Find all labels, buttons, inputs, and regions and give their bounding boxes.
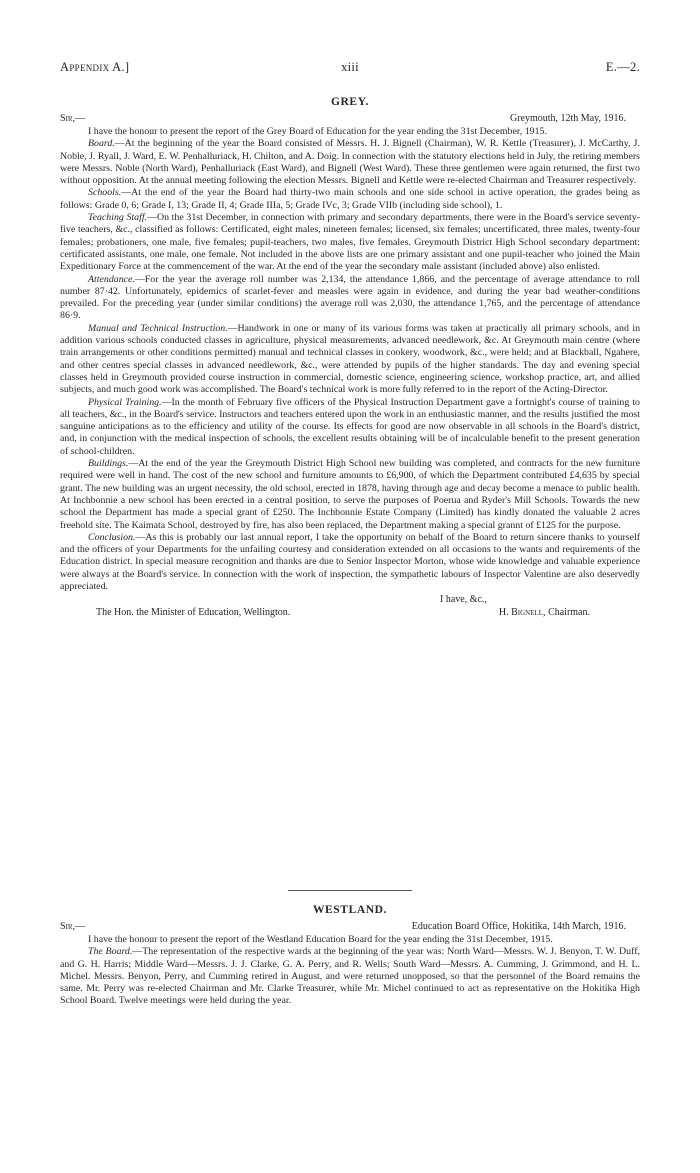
westland-salutation-line [60, 920, 640, 934]
paragraph-heading: The Board. [88, 946, 133, 958]
westland-report [60, 904, 640, 1008]
paragraph-text: For the year the average roll number was 2,134, the attendance 1,866, and the percentage of average attendance to roll number 87·42. Unfortunately, epidemics of scarlet-fever and measles were again in evidence, and during the year bad weather-conditions prevailed. For the preceding year (under similar conditions) the average roll was 2,030, the attendance 1,765, and the percentage of attendance 86·9. [60, 273, 640, 322]
paragraph-text: As this is probably our last annual report, I take the opportunity on behalf of the Board to return sincere thanks to yourself and the officers of your Departments for the unfailing courtesy and consideration extended on all occasions to the wants and requirements of the Education district. In special measure recognition and thanks are due to Senior Inspector Morton, whose wide knowledge and valuable experience were always at the Board's service. In connection with the work of inspection, the sympathetic labours of Inspector Valentine are also deservedly appreciated. [60, 531, 640, 592]
paragraph-heading: Attendance. [88, 273, 135, 285]
paragraph-text: Handwork in one or many of its various forms was taken at practically all primary schools, and in addition various schools conducted classes in agriculture, physical measurements, advanced needlework, &c. At Greymouth main centre (where train arrangements or other conditions permitted) manual and technical classes in cookery, woodwork, &c., were held; and at Blackball, Ngahere, and other centres special classes in advanced needlework, &c., were attended by pupils of the higher standards. The day and evening special classes held in Greymouth provided course instruction in commercial, domestic science, engineering science, workshop practice, art, and allied subjects, and much good work was accomplished. The Board's technical work is more fully referred to in the report of the Acting-Director. [60, 322, 641, 396]
header-appendix: Appendix A.] [60, 60, 130, 74]
westland-salutation: Sir,— [60, 921, 86, 932]
grey-salutation-line [60, 112, 640, 126]
grey-paragraph-buildings: Buildings.—At the end of the year the Greymouth District High School new building was completed, and contracts for the new furniture required were well in hand. The cost of the new school and furniture amounts to £6,900, of which the Department contributed £4,635 by special grant. The new building was an urgent necessity, the old school, erected in 1878, having through age and decay become a menace to public health. At Inchbonnie a new school has been erected in a central position, to serve the purposes of Poerua and Ryder's Mill Schools. Towards the new school the Department has made a special grant of £250. The Inchbonnie Estate Company (Limited) has kindly donated the valuable 2 acres freehold site. The Kaimata School, destroyed by fire, has also been replaced, the Department making a special grannt of £125 for the purpose. [60, 458, 640, 531]
paragraph-text: At the end of the year the Board had thirty-two main schools and one side school in active operation, the grades being as follows: Grade 0, 6; Grade I, 13; Grade II, 4; Grade IIIa, 5; Grade IVc, 3; Grade VIIb (including side school), 1. [60, 187, 640, 211]
westland-title: WESTLAND. [312, 904, 388, 916]
westland-body [60, 934, 640, 1008]
grey-closing-phrase: I have, &c., [440, 594, 487, 606]
grey-place-date: Greymouth, 12th May, 1916. [509, 113, 626, 124]
running-header [60, 60, 640, 78]
paragraph-heading: Board. [88, 138, 115, 150]
paragraph-heading: Buildings. [88, 458, 129, 470]
section-divider [288, 890, 412, 891]
grey-paragraph-board: Board.—At the beginning of the year the Board consisted of Messrs. H. J. Bignell (Chairman), W. R. Kettle (Treasurer), J. McCarthy, J. Noble, J. Ryall, J. Ward, E. W. Penhalluriack, H. Chilton, and A. Doig. In connection with the statutory elections held in July, the retiring members were Messrs. Noble (North Ward), Penhalluriack (East Ward), and Bignell (West Ward). These three gentlemen were again returned, the first two without opposition. At the annual meeting following the election Messrs. Bignell and Kettle were re-elected Chairman and Treasurer respectively. [60, 138, 640, 187]
grey-paragraph-schools: Schools.—At the end of the year the Board had thirty-two main schools and one side school in active operation, the grades being as follows: Grade 0, 6; Grade I, 13; Grade II, 4; Grade IIIa, 5; Grade IVc, 3; Grade VIIb (including side school), 1. [60, 187, 640, 211]
westland-paragraph-board: The Board.—The representation of the respective wards at the beginning of the year was: North Ward—Messrs. W. J. Benyon, T. W. Duff, and G. H. Harris; Middle Ward—Messrs. J. J. Clarke, G. A. Perry, and R. Wells; South Ward—Messrs. A. Cumming, J. Grimmond, and H. L. Michel. Messrs. Benyon, Perry, and Cumming retired in August, and were returned unopposed, so that the personnel of the Board remains the same. Mr. Perry was re-elected Chairman and Mr. Clarke Treasurer, while Mr. Michel continued to act as representative on the Hokitika High School Board. Twelve meetings were held during the year. [60, 946, 640, 1007]
grey-paragraph-conclusion: Conclusion.—As this is probably our last annual report, I take the opportunity on behalf of the Board to return sincere thanks to yourself and the officers of your Departments for the unfailing courtesy and consideration extended on all occasions to the wants and requirements of the Education district. In special measure recognition and thanks are due to Senior Inspector Morton, whose wide knowledge and valuable experience were always at the Board's service. In connection with the work of inspection, the sympathetic labours of Inspector Valentine are also deservedly appreciated. [60, 531, 640, 592]
paragraph-heading: Manual and Technical Instruction. [88, 322, 228, 334]
paragraph-heading: Teaching Staff. [88, 212, 148, 224]
grey-recipient: The Hon. the Minister of Education, Wellington. [96, 607, 291, 619]
header-page-number: xiii [341, 60, 359, 74]
grey-signature-name: H. Bignell, [498, 607, 546, 619]
grey-paragraph-teaching-staff: Teaching Staff.—On the 31st December, in connection with primary and secondary departments, there were in the Board's service seventy-five teachers, &c., classified as follows: Certificated, eight males, nineteen females; licensed, six females; uncertificated, three males, twenty-four females; probationers, one male, five females; pupil-teachers, two males, five females. Greymouth District High School secondary department: certificated assistants, one male, one female. Not included in the above lists are one primary assistant and one pupil-teacher who joined the Main Expeditionary Force at the commencement of the war. At the end of the year the secondary male assistant (included above) also enlisted. [60, 212, 640, 273]
paragraph-text: On the 31st December, in connection with primary and secondary departments, there were in the Board's service seventy-five teachers, &c., classified as follows: Certificated, eight males, nineteen females; licensed, six females; uncertificated, three males, twenty-four females; probationers, one male, five females; pupil-teachers, two males, five females. Greymouth District High School secondary department: certificated assistants, one male, one female. Not included in the above lists are one primary assistant and one pupil-teacher who joined the Main Expeditionary Force at the commencement of the war. At the end of the year the secondary male assistant (included above) also enlisted. [60, 212, 640, 273]
paragraph-text: In the month of February five officers of the Physical Instruction Department gave a fortnight's course of training to all teachers, &c., in the Board's service. Instructors and teachers entered upon the work in an enthusiastic manner, and the results justified the most sanguine anticipations as to the efficiency and utility of the course. Its effects for good are now observable in all schools in the Board's district, and, in conjunction with the medical inspection of schools, the excellent results obtaining will be of incalculable benefit to the present generation of school-children. [60, 396, 640, 457]
header-reference: E.—2. [605, 60, 640, 74]
paragraph-text: At the beginning of the year the Board consisted of Messrs. H. J. Bignell (Chairman), W. R. Kettle (Treasurer), J. McCarthy, J. Noble, J. Ryall, J. Ward, E. W. Penhalluriack, H. Chilton, and A. Doig. In connection with the statutory elections held in July, the retiring members were Messrs. Noble (North Ward), Penhalluriack (East Ward), and Bignell (West Ward). These three gentlemen were again returned, the first two without opposition. At the annual meeting following the election Messrs. Bignell and Kettle were re-elected Chairman and Treasurer respectively. [60, 138, 640, 187]
grey-salutation: Sir,— [60, 113, 86, 124]
paragraph-heading: Schools. [88, 187, 122, 199]
grey-signature-role: Chairman. [548, 607, 590, 619]
westland-intro: I have the honour to present the report of the Westland Education Board for the year ending the 31st December, 1915. [88, 934, 553, 945]
grey-closing [60, 593, 640, 619]
grey-paragraph-attendance: Attendance.—For the year the average roll number was 2,134, the attendance 1,866, and the percentage of average attendance to roll number 87·42. Unfortunately, epidemics of scarlet-fever and measles were again in evidence, and during the year bad weather-conditions prevailed. For the preceding year (under similar conditions) the average roll was 2,030, the attendance 1,765, and the percentage of attendance 86·9. [60, 273, 640, 322]
paragraph-text: The representation of the respective wards at the beginning of the year was: North Ward—Messrs. W. J. Benyon, T. W. Duff, and G. H. Harris; Middle Ward—Messrs. J. J. Clarke, G. A. Perry, and R. Wells; South Ward—Messrs. A. Cumming, J. Grimmond, and H. L. Michel. Messrs. Benyon, Perry, and Cumming retired in August, and were returned unopposed, so that the personnel of the Board remains the same. Mr. Perry was re-elected Chairman and Mr. Clarke Treasurer, while Mr. Michel continued to act as representative on the Hokitika High School Board. Twelve meetings were held during the year. [60, 946, 640, 1007]
paragraph-heading: Conclusion. [88, 531, 136, 543]
grey-report [60, 96, 640, 619]
grey-title: GREY. [330, 96, 370, 108]
grey-intro: I have the honour to present the report of the Grey Board of Education for the year ending the 31st December, 1915. [88, 126, 547, 137]
paragraph-text: At the end of the year the Greymouth District High School new building was completed, and contracts for the new furniture required were well in hand. The cost of the new school and furniture amounts to £6,900, of which the Department contributed £4,635 by special grant. The new building was an urgent necessity, the old school, erected in 1878, having through age and decay become a menace to public health. At Inchbonnie a new school has been erected in a central position, to serve the purposes of Poerua and Ryder's Mill Schools. Towards the new school the Department has made a special grant of £250. The Inchbonnie Estate Company (Limited) has kindly donated the valuable 2 acres freehold site. The Kaimata School, destroyed by fire, has also been replaced, the Department making a special grannt of £125 for the purpose. [60, 458, 640, 531]
westland-place-date: Education Board Office, Hokitika, 14th March, 1916. [411, 921, 626, 932]
grey-signature [499, 606, 590, 619]
grey-paragraph-manual-technical: Manual and Technical Instruction.—Handwork in one or many of its various forms was taken at practically all primary schools, and in addition various schools conducted classes in agriculture, physical measurements, advanced needlework, &c. At Greymouth main centre (where train arrangements or other conditions permitted) manual and technical classes in cookery, woodwork, &c., were held; and at Blackball, Ngahere, and other centres special classes in advanced needlework, &c., were attended by pupils of the higher standards. The day and evening special classes held in Greymouth provided course instruction in commercial, domestic science, engineering science, workshop practice, art, and allied subjects, and much good work was accomplished. The Board's technical work is more fully referred to in the report of the Acting-Director. [60, 322, 641, 396]
grey-paragraph-physical-training: Physical Training.—In the month of February five officers of the Physical Instruction Department gave a fortnight's course of training to all teachers, &c., in the Board's service. Instructors and teachers entered upon the work in an enthusiastic manner, and the results justified the most sanguine anticipations as to the efficiency and utility of the course. Its effects for good are now observable in all schools in the Board's district, and, in conjunction with the medical inspection of schools, the excellent results obtaining will be of incalculable benefit to the present generation of school-children. [60, 396, 640, 457]
paragraph-heading: Physical Training. [88, 396, 162, 408]
grey-body [60, 126, 640, 593]
